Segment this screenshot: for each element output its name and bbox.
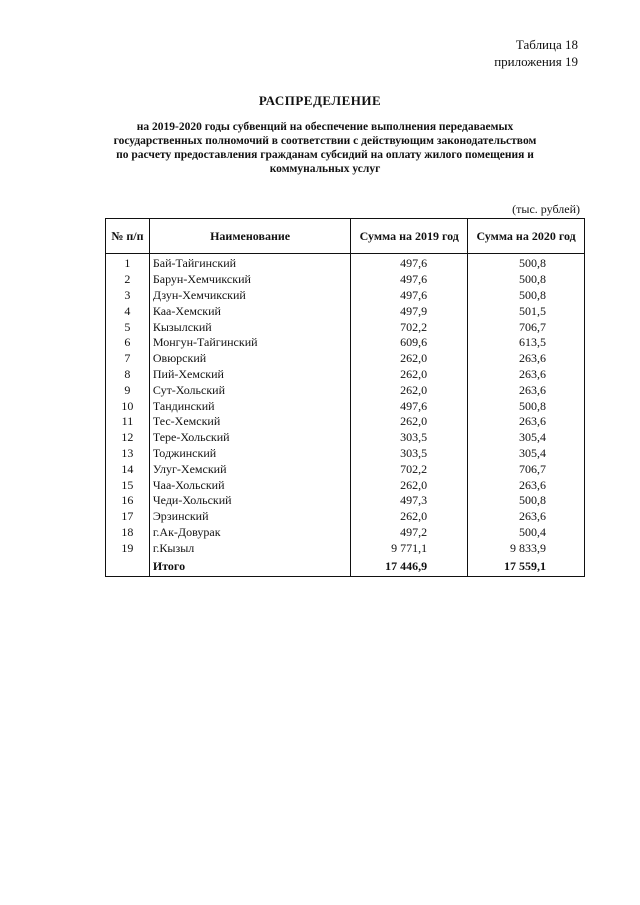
row-name: Бай-Тайгинский [149,254,350,272]
total-sum-2020: 17 559,1 [468,556,585,577]
table-row [106,414,585,430]
row-sum-2019: 702,2 [351,461,468,477]
row-sum-2020: 500,8 [468,272,585,288]
row-sum-2019: 497,6 [351,288,468,304]
row-sum-2020: 500,8 [468,254,585,272]
row-sum-2020: 263,6 [468,382,585,398]
row-sum-2020: 263,6 [468,509,585,525]
row-name: Тере-Хольский [149,430,350,446]
table-row [106,335,585,351]
table-row [106,367,585,383]
table-row [106,540,585,556]
table-row [106,477,585,493]
row-sum-2019: 262,0 [351,509,468,525]
row-name: г.Кызыл [149,540,350,556]
table-row [106,461,585,477]
row-sum-2019: 262,0 [351,351,468,367]
table-row [106,272,585,288]
row-name: Монгун-Тайгинский [149,335,350,351]
table-row [106,525,585,541]
row-name: Каа-Хемский [149,303,350,319]
table-body [106,254,585,577]
row-sum-2020: 501,5 [468,303,585,319]
distribution-table [105,218,585,577]
row-sum-2019: 497,3 [351,493,468,509]
row-number: 8 [106,367,150,383]
column-header-number: № п/п [106,219,150,254]
row-sum-2020: 263,6 [468,351,585,367]
row-sum-2019: 262,0 [351,477,468,493]
table-row [106,288,585,304]
row-name: Эрзинский [149,509,350,525]
total-empty [106,556,150,577]
row-number: 1 [106,254,150,272]
table-row [106,398,585,414]
table-row [106,319,585,335]
row-name: Дзун-Хемчикский [149,288,350,304]
row-sum-2020: 263,6 [468,367,585,383]
row-sum-2020: 500,8 [468,493,585,509]
row-name: Пий-Хемский [149,367,350,383]
row-sum-2020: 613,5 [468,335,585,351]
appendix-number: приложения 19 [494,54,578,69]
row-sum-2019: 497,2 [351,525,468,541]
row-number: 14 [106,461,150,477]
row-name: Улуг-Хемский [149,461,350,477]
row-sum-2020: 706,7 [468,319,585,335]
row-number: 10 [106,398,150,414]
row-number: 5 [106,319,150,335]
row-name: Кызылский [149,319,350,335]
table-row [106,446,585,462]
total-label: Итого [149,556,350,577]
row-number: 7 [106,351,150,367]
row-sum-2019: 303,5 [351,446,468,462]
row-sum-2019: 497,6 [351,272,468,288]
row-name: Чеди-Хольский [149,493,350,509]
row-sum-2020: 305,4 [468,430,585,446]
row-number: 9 [106,382,150,398]
row-number: 6 [106,335,150,351]
row-name: Тоджинский [149,446,350,462]
row-sum-2019: 497,6 [351,398,468,414]
row-number: 4 [106,303,150,319]
row-sum-2020: 263,6 [468,414,585,430]
column-header-name: Наименование [149,219,350,254]
row-name: Овюрский [149,351,350,367]
row-sum-2019: 9 771,1 [351,540,468,556]
table-row [106,382,585,398]
row-name: Чаа-Хольский [149,477,350,493]
row-sum-2019: 497,9 [351,303,468,319]
row-name: Барун-Хемчикский [149,272,350,288]
table-reference [494,36,578,70]
row-sum-2019: 497,6 [351,254,468,272]
column-header-2020: Сумма на 2020 год [468,219,585,254]
total-sum-2019: 17 446,9 [351,556,468,577]
table-row [106,430,585,446]
row-sum-2020: 500,8 [468,398,585,414]
row-number: 13 [106,446,150,462]
row-sum-2019: 262,0 [351,414,468,430]
row-sum-2019: 262,0 [351,367,468,383]
table-number: Таблица 18 [515,37,578,52]
row-number: 11 [106,414,150,430]
row-number: 16 [106,493,150,509]
row-number: 12 [106,430,150,446]
row-sum-2020: 500,8 [468,288,585,304]
table-row [106,493,585,509]
row-number: 15 [106,477,150,493]
row-name: Сут-Хольский [149,382,350,398]
row-sum-2020: 263,6 [468,477,585,493]
row-sum-2020: 500,4 [468,525,585,541]
row-name: Тес-Хемский [149,414,350,430]
row-number: 2 [106,272,150,288]
table-row [106,509,585,525]
total-row [106,556,585,577]
row-sum-2020: 305,4 [468,446,585,462]
row-sum-2019: 702,2 [351,319,468,335]
units-label: (тыс. рублей) [512,202,580,216]
row-sum-2020: 706,7 [468,461,585,477]
row-name: г.Ак-Довурак [149,525,350,541]
document-subtitle: на 2019-2020 годы субвенций на обеспечение выполнения передаваемых государственных полномочий в соответствии с действующим законодательством по расчету предоставления гражданам субсидий на оплату жилого помещения и коммунальных услуг [113,121,537,175]
row-number: 3 [106,288,150,304]
table-header-row [106,219,585,254]
column-header-2019: Сумма на 2019 год [351,219,468,254]
row-number: 17 [106,509,150,525]
row-number: 19 [106,540,150,556]
table-row [106,351,585,367]
row-sum-2019: 262,0 [351,382,468,398]
row-sum-2020: 9 833,9 [468,540,585,556]
row-sum-2019: 303,5 [351,430,468,446]
document-title: РАСПРЕДЕЛЕНИЕ [258,93,382,108]
row-number: 18 [106,525,150,541]
row-sum-2019: 609,6 [351,335,468,351]
table-row [106,303,585,319]
table-row [106,254,585,272]
row-name: Тандинский [149,398,350,414]
